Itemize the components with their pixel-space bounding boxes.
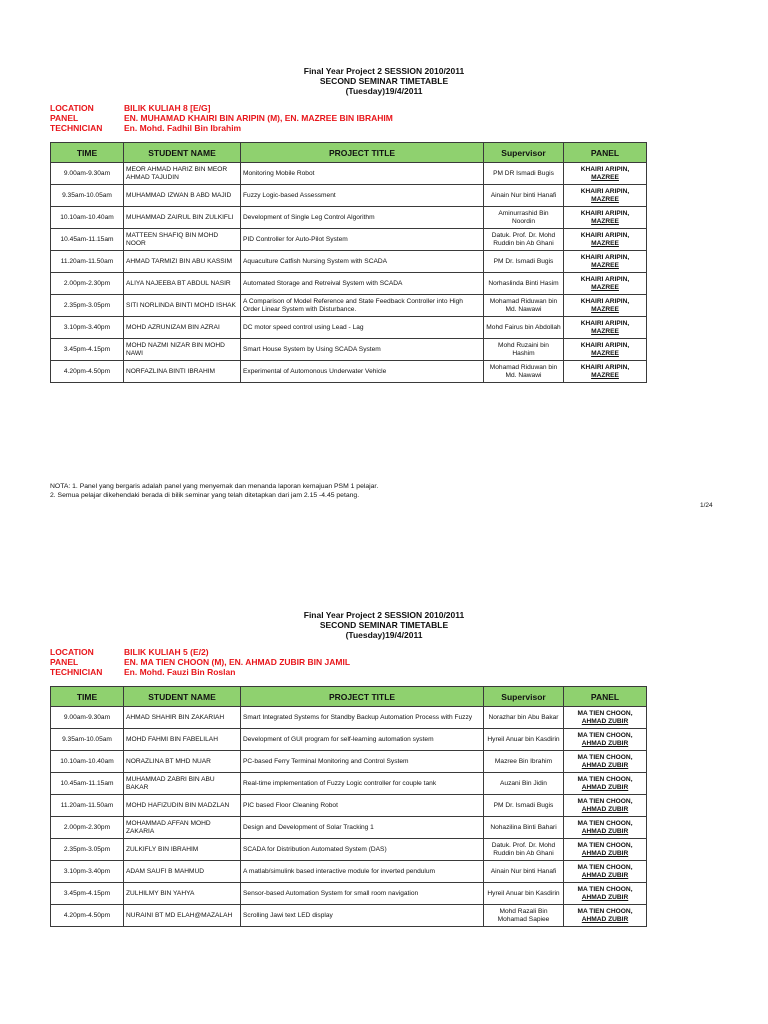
table-row — [51, 295, 647, 317]
panel-member-1: KHAIRI ARIPIN, — [580, 187, 630, 195]
time-cell: 2.35pm-3.05pm — [51, 295, 124, 317]
student-name-cell: ZULHILMY BIN YAHYA — [124, 883, 241, 905]
panel-cell — [564, 339, 647, 361]
student-name-cell: ZULKIFLY BIN IBRAHIM — [124, 839, 241, 861]
project-title-cell: A matlab/simulink based interactive module for inverted pendulum — [241, 861, 484, 883]
header-supervisor: Supervisor — [484, 687, 564, 707]
panel-member-1: KHAIRI ARIPIN, — [580, 297, 630, 305]
panel-cell — [564, 317, 647, 339]
supervisor-cell: Mohd Razali Bin Mohamad Sapiee — [484, 905, 564, 927]
panel-member-1: KHAIRI ARIPIN, — [580, 231, 630, 239]
student-name-cell: MUHAMMAD ZABRI BIN ABU BAKAR — [124, 773, 241, 795]
supervisor-cell: Ainain Nur binti Hanafi — [484, 861, 564, 883]
project-title-cell: PID Controller for Auto-Pilot System — [241, 229, 484, 251]
table-row — [51, 251, 647, 273]
time-cell: 10.45am-11.15am — [51, 773, 124, 795]
project-title-cell: SCADA for Distribution Automated System (DAS) — [241, 839, 484, 861]
panel-cell — [564, 707, 647, 729]
project-title-cell: Aquaculture Catfish Nursing System with SCADA — [241, 251, 484, 273]
supervisor-cell: Norhaslinda Binti Hasim — [484, 273, 564, 295]
panel-value: EN. MA TIEN CHOON (M), EN. AHMAD ZUBIR BIN JAMIL — [124, 657, 351, 667]
panel-member-2: MAZREE — [591, 195, 619, 203]
panel-member-1: KHAIRI ARIPIN, — [580, 363, 630, 371]
technician-value: En. Mohd. Fauzi Bin Roslan — [124, 667, 236, 677]
panel-member-1: MA TIEN CHOON, — [577, 775, 633, 783]
project-title-cell: Sensor-based Automation System for small room navigation — [241, 883, 484, 905]
panel-member-1: MA TIEN CHOON, — [577, 753, 633, 761]
student-name-cell: NORAZLINA BT MHD NUAR — [124, 751, 241, 773]
header-student-name: STUDENT NAME — [124, 143, 241, 163]
panel-member-2: MAZREE — [591, 217, 619, 225]
panel-cell — [564, 729, 647, 751]
panel-member-2: MAZREE — [591, 371, 619, 379]
session-info — [50, 647, 350, 677]
panel-cell — [564, 229, 647, 251]
time-cell: 11.20am-11.50am — [51, 251, 124, 273]
time-cell: 11.20am-11.50am — [51, 795, 124, 817]
panel-member-2: AHMAD ZUBIR — [581, 805, 629, 813]
header-time: TIME — [51, 687, 124, 707]
page-number: 1/24 — [700, 502, 713, 509]
header-supervisor: Supervisor — [484, 143, 564, 163]
table-row — [51, 795, 647, 817]
panel-cell — [564, 295, 647, 317]
panel-cell — [564, 163, 647, 185]
table-row — [51, 751, 647, 773]
panel-member-1: KHAIRI ARIPIN, — [580, 341, 630, 349]
supervisor-cell: Nohazilina Binti Bahari — [484, 817, 564, 839]
time-cell: 2.00pm-2.30pm — [51, 273, 124, 295]
panel-cell — [564, 773, 647, 795]
table-row — [51, 361, 647, 383]
project-title-cell: DC motor speed control using Lead - Lag — [241, 317, 484, 339]
panel-cell — [564, 185, 647, 207]
student-name-cell: NURAINI BT MD ELAH@MAZALAH — [124, 905, 241, 927]
table-row — [51, 229, 647, 251]
panel-member-2: AHMAD ZUBIR — [581, 739, 629, 747]
panel-cell — [564, 795, 647, 817]
panel-member-2: AHMAD ZUBIR — [581, 783, 629, 791]
table-row — [51, 707, 647, 729]
supervisor-cell: PM DR Ismadi Bugis — [484, 163, 564, 185]
panel-cell — [564, 207, 647, 229]
student-name-cell: MOHD AZRUNIZAM BIN AZRAI — [124, 317, 241, 339]
supervisor-cell: Mohd Ruzaini bin Hashim — [484, 339, 564, 361]
student-name-cell: MOHD FAHMI BIN FABELILAH — [124, 729, 241, 751]
panel-cell — [564, 817, 647, 839]
project-title-cell: Smart House System by Using SCADA System — [241, 339, 484, 361]
student-name-cell: MUHAMMAD IZWAN B ABD MAJID — [124, 185, 241, 207]
panel-cell — [564, 883, 647, 905]
location-value: BILIK KULIAH 8 [E/G] — [124, 103, 211, 113]
student-name-cell: MEOR AHMAD HARIZ BIN MEOR AHMAD TAJUDIN — [124, 163, 241, 185]
project-title-cell: Scrolling Jawi text LED display — [241, 905, 484, 927]
location-label: LOCATION — [50, 103, 94, 113]
time-cell: 3.10pm-3.40pm — [51, 861, 124, 883]
header-panel: PANEL — [564, 143, 647, 163]
panel-member-2: AHMAD ZUBIR — [581, 849, 629, 857]
page-title: Final Year Project 2 SESSION 2010/2011 SECOND SEMINAR TIMETABLE (Tuesday)19/4/2011 — [303, 610, 465, 640]
table-row — [51, 883, 647, 905]
technician-label: TECHNICIAN — [50, 667, 103, 677]
panel-member-2: AHMAD ZUBIR — [581, 893, 629, 901]
table-row — [51, 339, 647, 361]
supervisor-cell: Mohd Fairus bin Abdollah — [484, 317, 564, 339]
supervisor-cell: Mohamad Riduwan bin Md. Nawawi — [484, 295, 564, 317]
project-title-cell: Automated Storage and Retreival System with SCADA — [241, 273, 484, 295]
table-row — [51, 861, 647, 883]
time-cell: 9.00am-9.30am — [51, 163, 124, 185]
table-row — [51, 317, 647, 339]
header-project-title: PROJECT TITLE — [241, 687, 484, 707]
panel-member-2: AHMAD ZUBIR — [581, 761, 629, 769]
panel-member-1: KHAIRI ARIPIN, — [580, 209, 630, 217]
table-row — [51, 773, 647, 795]
panel-member-1: MA TIEN CHOON, — [577, 863, 633, 871]
project-title-cell: A Comparison of Model Reference and State Feedback Controller into High Order Linear System with Disturbance. — [241, 295, 484, 317]
supervisor-cell: Auzani Bin Jidin — [484, 773, 564, 795]
supervisor-cell: Mohamad Riduwan bin Md. Nawawi — [484, 361, 564, 383]
panel-member-1: MA TIEN CHOON, — [577, 731, 633, 739]
panel-member-2: AHMAD ZUBIR — [581, 827, 629, 835]
session-info — [50, 103, 393, 133]
panel-member-2: AHMAD ZUBIR — [581, 915, 629, 923]
time-cell: 3.45pm-4.15pm — [51, 339, 124, 361]
supervisor-cell: Hyreil Anuar bin Kasdirin — [484, 729, 564, 751]
panel-cell — [564, 361, 647, 383]
panel-member-1: MA TIEN CHOON, — [577, 841, 633, 849]
panel-member-2: AHMAD ZUBIR — [581, 717, 629, 725]
supervisor-cell: Norazhar bin Abu Bakar — [484, 707, 564, 729]
student-name-cell: SITI NORLINDA BINTI MOHD ISHAK — [124, 295, 241, 317]
panel-cell — [564, 905, 647, 927]
time-cell: 4.20pm-4.50pm — [51, 361, 124, 383]
technician-label: TECHNICIAN — [50, 123, 103, 133]
supervisor-cell: Ainain Nur binti Hanafi — [484, 185, 564, 207]
student-name-cell: MOHD HAFIZUDIN BIN MADZLAN — [124, 795, 241, 817]
notes — [50, 482, 378, 500]
student-name-cell: AHMAD SHAHIR BIN ZAKARIAH — [124, 707, 241, 729]
project-title-cell: Experimental of Automonous Underwater Vehicle — [241, 361, 484, 383]
supervisor-cell: Mazree Bin Ibrahim — [484, 751, 564, 773]
time-cell: 3.45pm-4.15pm — [51, 883, 124, 905]
timetable-table — [50, 142, 647, 383]
panel-member-1: MA TIEN CHOON, — [577, 885, 633, 893]
project-title-cell: Development of GUI program for self-learning automation system — [241, 729, 484, 751]
time-cell: 4.20pm-4.50pm — [51, 905, 124, 927]
project-title-cell: Fuzzy Logic-based Assessment — [241, 185, 484, 207]
panel-member-1: KHAIRI ARIPIN, — [580, 275, 630, 283]
table-row — [51, 273, 647, 295]
table-row — [51, 905, 647, 927]
time-cell: 10.10am-10.40am — [51, 751, 124, 773]
table-header-row — [51, 687, 647, 707]
panel-member-1: MA TIEN CHOON, — [577, 797, 633, 805]
panel-cell — [564, 839, 647, 861]
supervisor-cell: Datuk. Prof. Dr. Mohd Ruddin bin Ab Ghani — [484, 229, 564, 251]
header-student-name: STUDENT NAME — [124, 687, 241, 707]
table-row — [51, 163, 647, 185]
header-project-title: PROJECT TITLE — [241, 143, 484, 163]
student-name-cell: MATTEEN SHAFIQ BIN MOHD NOOR — [124, 229, 241, 251]
panel-cell — [564, 751, 647, 773]
table-row — [51, 729, 647, 751]
panel-label: PANEL — [50, 657, 79, 667]
panel-label: PANEL — [50, 113, 79, 123]
student-name-cell: ADAM SAUFI B MAHMUD — [124, 861, 241, 883]
supervisor-cell: Datuk. Prof. Dr. Mohd Ruddin bin Ab Ghani — [484, 839, 564, 861]
table-row — [51, 185, 647, 207]
time-cell: 2.00pm-2.30pm — [51, 817, 124, 839]
panel-member-1: MA TIEN CHOON, — [577, 907, 633, 915]
time-cell: 10.10am-10.40am — [51, 207, 124, 229]
panel-member-1: MA TIEN CHOON, — [577, 709, 633, 717]
project-title-cell: PIC based Floor Cleaning Robot — [241, 795, 484, 817]
project-title-cell: Smart Integrated Systems for Standby Backup Automation Process with Fuzzy — [241, 707, 484, 729]
student-name-cell: ALIYA NAJEEBA BT ABDUL NASIR — [124, 273, 241, 295]
panel-member-2: MAZREE — [591, 327, 619, 335]
table-row — [51, 839, 647, 861]
technician-value: En. Mohd. Fadhil Bin Ibrahim — [124, 123, 242, 133]
panel-member-2: MAZREE — [591, 349, 619, 357]
student-name-cell: MUHAMMAD ZAIRUL BIN ZULKIFLI — [124, 207, 241, 229]
student-name-cell: AHMAD TARMIZI BIN ABU KASSIM — [124, 251, 241, 273]
table-header-row — [51, 143, 647, 163]
time-cell: 9.00am-9.30am — [51, 707, 124, 729]
panel-member-2: MAZREE — [591, 283, 619, 291]
panel-cell — [564, 861, 647, 883]
panel-member-2: MAZREE — [591, 261, 619, 269]
project-title-cell: PC-based Ferry Terminal Monitoring and Control System — [241, 751, 484, 773]
panel-member-2: MAZREE — [591, 173, 619, 181]
header-panel: PANEL — [564, 687, 647, 707]
time-cell: 10.45am-11.15am — [51, 229, 124, 251]
header-time: TIME — [51, 143, 124, 163]
supervisor-cell: Aminurrashid Bin Noordin — [484, 207, 564, 229]
student-name-cell: MOHAMMAD AFFAN MOHD ZAKARIA — [124, 817, 241, 839]
table-row — [51, 817, 647, 839]
location-label: LOCATION — [50, 647, 94, 657]
page-title: Final Year Project 2 SESSION 2010/2011 SECOND SEMINAR TIMETABLE (Tuesday)19/4/2011 — [303, 66, 465, 96]
student-name-cell: MOHD NAZMI NIZAR BIN MOHD NAWI — [124, 339, 241, 361]
panel-member-2: MAZREE — [591, 239, 619, 247]
time-cell: 3.10pm-3.40pm — [51, 317, 124, 339]
time-cell: 9.35am-10.05am — [51, 729, 124, 751]
panel-value: EN. MUHAMAD KHAIRI BIN ARIPIN (M), EN. MAZREE BIN IBRAHIM — [124, 113, 393, 123]
note-1: NOTA: 1. Panel yang bergaris adalah panel yang menyemak dan menanda laporan kemajuan PSM 1 pelajar. — [50, 483, 379, 490]
project-title-cell: Monitoring Mobile Robot — [241, 163, 484, 185]
project-title-cell: Development of Single Leg Control Algorithm — [241, 207, 484, 229]
panel-member-1: MA TIEN CHOON, — [577, 819, 633, 827]
panel-member-1: KHAIRI ARIPIN, — [580, 253, 630, 261]
time-cell: 9.35am-10.05am — [51, 185, 124, 207]
project-title-cell: Design and Development of Solar Tracking 1 — [241, 817, 484, 839]
panel-cell — [564, 273, 647, 295]
note-2: 2. Semua pelajar dikehendaki berada di bilik seminar yang telah ditetapkan dari jam 2.15 -4.45 petang. — [50, 492, 360, 499]
student-name-cell: NORFAZLINA BINTI IBRAHIM — [124, 361, 241, 383]
supervisor-cell: Hyreil Anuar bin Kasdirin — [484, 883, 564, 905]
location-value: BILIK KULIAH 5 (E/2) — [124, 647, 209, 657]
supervisor-cell: PM Dr. Ismadi Bugis — [484, 795, 564, 817]
supervisor-cell: PM Dr. Ismadi Bugis — [484, 251, 564, 273]
project-title-cell: Real-time implementation of Fuzzy Logic controller for couple tank — [241, 773, 484, 795]
panel-cell — [564, 251, 647, 273]
panel-member-2: AHMAD ZUBIR — [581, 871, 629, 879]
panel-member-1: KHAIRI ARIPIN, — [580, 165, 630, 173]
panel-member-1: KHAIRI ARIPIN, — [580, 319, 630, 327]
panel-member-2: MAZREE — [591, 305, 619, 313]
time-cell: 2.35pm-3.05pm — [51, 839, 124, 861]
timetable-table — [50, 686, 647, 927]
table-row — [51, 207, 647, 229]
